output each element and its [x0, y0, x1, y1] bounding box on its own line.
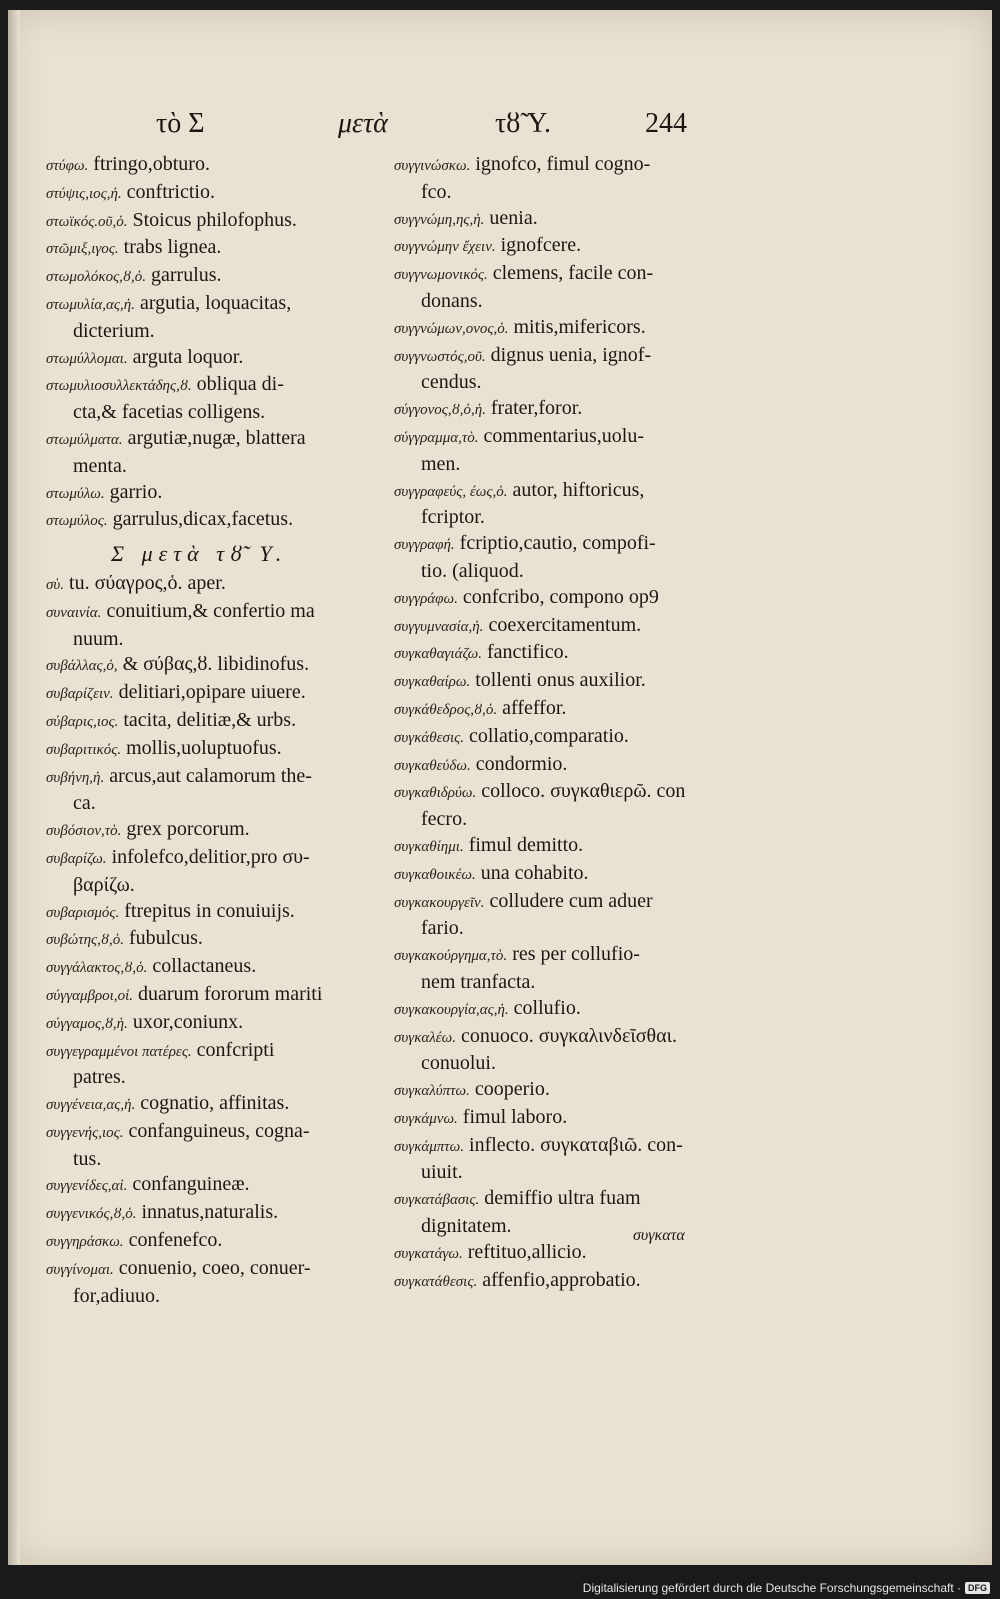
entry-continuation [46, 400, 386, 426]
entry-continuation [394, 370, 724, 396]
greek-headword: συγγενίδες,αἱ. [46, 1178, 128, 1195]
greek-headword: συγγράφω. [394, 590, 458, 607]
latin-definition: mollis,uoluptuofus. [126, 736, 282, 759]
latin-definition: collufio. [513, 996, 581, 1019]
greek-headword: στωμύλω. [46, 485, 105, 502]
latin-definition: garrulus,dicax,facetus. [112, 508, 294, 531]
dictionary-entry [46, 235, 386, 263]
dictionary-entry [394, 315, 724, 343]
dictionary-entry [394, 478, 724, 506]
entry-continuation [394, 452, 724, 478]
dictionary-entry [46, 954, 386, 982]
latin-definition: fimul demitto. [468, 833, 584, 856]
page-spine [8, 10, 20, 1565]
latin-definition: confanguineæ. [132, 1173, 250, 1196]
dictionary-entry [46, 708, 386, 736]
dictionary-entry [46, 372, 386, 400]
greek-headword: συγγίνομαι. [46, 1261, 114, 1278]
greek-headword: συγκάθεσις. [394, 729, 464, 746]
entry-continuation [46, 791, 386, 817]
dictionary-entry [394, 396, 724, 424]
dictionary-entry [394, 861, 724, 889]
latin-definition: frater,foror. [490, 397, 583, 420]
greek-headword: συγκακούργημα,τὸ. [394, 948, 508, 965]
latin-definition: demiffio ultra fuam [484, 1187, 641, 1210]
dictionary-entry [46, 152, 386, 180]
latin-definition: cooperio. [474, 1078, 550, 1101]
greek-headword: συγγένεια,ας,ἡ. [46, 1097, 136, 1114]
latin-definition: conuenio, coeo, conuer- [118, 1256, 311, 1279]
greek-headword: στωμυλιοσυλλεκτάδης,ȣ. [46, 378, 192, 395]
latin-definition: conuolui. [421, 1052, 496, 1075]
entry-continuation [46, 873, 386, 899]
greek-headword: συβώτης,ȣ,ὁ. [46, 932, 124, 949]
greek-headword: συγκαλύπτω. [394, 1083, 470, 1100]
greek-headword: συγγινώσκω. [394, 158, 471, 174]
dictionary-entry [394, 889, 724, 917]
page-number: 244 [645, 108, 687, 139]
dictionary-entry [46, 507, 386, 535]
latin-definition: for,adiuuo. [73, 1284, 160, 1307]
latin-definition: fcriptio,cautio, compofi- [459, 532, 656, 555]
dictionary-entry [46, 480, 386, 508]
header-left: τὸ Σ [156, 108, 205, 139]
latin-definition: βαρίζω. [73, 873, 135, 896]
greek-headword: συβαρίζω. [46, 850, 107, 867]
greek-headword: συγγηράσκω. [46, 1234, 124, 1251]
dictionary-entry [46, 208, 386, 236]
latin-definition: affenfio,approbatio. [482, 1268, 641, 1291]
latin-definition: fco. [421, 180, 452, 203]
entry-continuation [394, 1051, 724, 1077]
dictionary-entry [394, 1077, 724, 1105]
greek-headword: συγγεγραμμένοι πατέρες. [46, 1043, 192, 1060]
dictionary-entry [46, 426, 386, 454]
latin-definition: fecro. [421, 808, 468, 831]
latin-definition: duarum fororum mariti [138, 982, 323, 1005]
greek-headword: συγγνωμονικός. [394, 267, 488, 284]
greek-headword: συγκάμπτω. [394, 1138, 465, 1155]
greek-headword: σὺ. [46, 576, 65, 593]
dictionary-entry [394, 752, 724, 780]
entry-continuation [394, 505, 724, 531]
latin-definition: una cohabito. [480, 861, 589, 884]
greek-headword: συγκατάγω. [394, 1245, 463, 1262]
dictionary-entry [46, 1010, 386, 1038]
dictionary-entry [394, 696, 724, 724]
dictionary-entry [46, 1091, 386, 1119]
greek-headword: στωμύλλομαι. [46, 350, 128, 367]
dictionary-entry [394, 585, 724, 613]
greek-headword: στωμυλία,ας,ἡ. [46, 296, 135, 313]
latin-definition: ca. [73, 792, 96, 815]
latin-definition: argutia, loquacitas, [139, 291, 292, 314]
greek-headword: στωϊκός.οῦ,ὁ. [46, 213, 128, 230]
greek-headword: συγγενής,ιος. [46, 1124, 124, 1141]
footer-credit: Digitalisierung gefördert durch die Deutsche Forschungsgemeinschaft · [582, 1581, 961, 1595]
latin-definition: trabs lignea. [123, 236, 222, 259]
section-heading [46, 541, 386, 567]
latin-definition: cta,& facetias colligens. [73, 401, 266, 424]
dictionary-entry [46, 180, 386, 208]
greek-headword: στωμύλος. [46, 513, 108, 530]
entry-continuation [46, 627, 386, 653]
latin-definition: ftrepitus in conuiuijs. [124, 899, 295, 922]
latin-definition: delitiari,opipare uiuere. [118, 681, 306, 704]
dictionary-entry [394, 613, 724, 641]
section-heading-text: Σ μετὰ τȣ̃ Υ. [111, 541, 288, 567]
dictionary-entry [46, 817, 386, 845]
dictionary-entry [46, 1200, 386, 1228]
greek-headword: σύγγραμμα,τὸ. [394, 429, 479, 446]
latin-definition: & σύβας,ȣ. libidinofus. [122, 653, 310, 676]
dictionary-entry [46, 291, 386, 319]
latin-definition: innatus,naturalis. [141, 1201, 279, 1224]
dictionary-entry [394, 640, 724, 668]
latin-definition: arguta loquor. [132, 345, 244, 368]
greek-headword: συβόσιον,τὸ. [46, 823, 122, 840]
latin-definition: conuoco. συγκαλινδεῖσθαι. [461, 1024, 677, 1047]
latin-definition: colludere cum aduer [489, 889, 653, 912]
entry-continuation [394, 180, 724, 206]
dictionary-entry [46, 764, 386, 792]
latin-definition: uxor,coniunx. [132, 1010, 244, 1033]
latin-definition: conftrictio. [126, 180, 215, 203]
greek-headword: συγγυμνασία,ἡ. [394, 618, 484, 635]
greek-headword: συγκαθίημι. [394, 838, 464, 855]
greek-headword: συγκατάβασις. [394, 1192, 480, 1209]
greek-headword: συβαρισμός. [46, 904, 120, 921]
dictionary-entry [394, 531, 724, 559]
latin-definition: nem tranfacta. [421, 970, 536, 993]
greek-headword: συγκαθεύδω. [394, 757, 471, 774]
greek-headword: στύψις,ιος,ἡ. [46, 185, 122, 202]
latin-definition: affeffor. [502, 696, 567, 719]
latin-definition: confcribo, compono op9 [462, 585, 659, 608]
header-middle: μετὰ [338, 108, 388, 139]
latin-definition: patres. [73, 1066, 126, 1089]
dictionary-entry [394, 996, 724, 1024]
dictionary-entry [46, 1228, 386, 1256]
greek-headword: συβήνη,ἡ. [46, 769, 105, 786]
dictionary-entry [46, 652, 386, 680]
greek-headword: συγγραφεύς, έως,ὁ. [394, 483, 508, 500]
latin-definition: tu. σύαγρος,ὁ. aper. [69, 571, 226, 594]
entry-continuation [46, 319, 386, 345]
latin-definition: clemens, facile con- [492, 262, 654, 285]
dictionary-entry [46, 345, 386, 373]
dictionary-entry [46, 899, 386, 927]
dictionary-entry [394, 343, 724, 371]
latin-definition: menta. [73, 454, 127, 477]
footer [583, 1581, 990, 1595]
latin-definition: coexercitamentum. [488, 613, 642, 636]
dictionary-entry [394, 152, 724, 180]
entry-continuation [46, 1147, 386, 1173]
latin-definition: cendus. [421, 371, 482, 394]
greek-headword: συγκαθαίρω. [394, 674, 471, 691]
dictionary-entry [46, 1119, 386, 1147]
latin-definition: ftringo,obturo. [93, 153, 210, 175]
dictionary-entry [46, 599, 386, 627]
dictionary-entry [46, 982, 386, 1010]
latin-definition: men. [421, 452, 461, 475]
latin-definition: fimul laboro. [462, 1105, 568, 1128]
running-header [8, 108, 992, 148]
dictionary-entry [46, 263, 386, 291]
greek-headword: σύγγονος,ȣ,ὁ,ἡ. [394, 402, 486, 419]
latin-definition: fubulcus. [128, 927, 203, 950]
greek-headword: στωμύλματα. [46, 431, 123, 448]
latin-definition: dignitatem. [421, 1215, 512, 1238]
greek-headword: συγκαθιδρύω. [394, 785, 477, 802]
entry-continuation [394, 289, 724, 315]
entry-continuation [394, 559, 724, 585]
dictionary-entry [46, 736, 386, 764]
greek-headword: συγκαθοικέω. [394, 866, 476, 883]
latin-definition: colloco. συγκαθιερῶ. con [481, 780, 686, 803]
latin-definition: dignus uenia, ignof- [490, 343, 652, 366]
dictionary-entry [394, 206, 724, 234]
right-column [394, 152, 724, 1295]
greek-headword: συγκατάθεσις. [394, 1273, 478, 1290]
latin-definition: tollenti onus auxilior. [475, 669, 646, 692]
latin-definition: infolefco,delitior,pro συ- [111, 845, 310, 868]
dictionary-entry [394, 724, 724, 752]
dictionary-entry [46, 1172, 386, 1200]
latin-definition: garrulus. [151, 264, 222, 287]
dictionary-entry [394, 261, 724, 289]
greek-headword: συγγραφή. [394, 537, 455, 554]
dictionary-entry [394, 942, 724, 970]
dictionary-entry [394, 1186, 724, 1214]
dictionary-entry [394, 424, 724, 452]
greek-headword: συγκαθαγιάζω. [394, 646, 483, 663]
entry-continuation [394, 807, 724, 833]
latin-definition: confcripti [196, 1038, 275, 1061]
left-column [46, 152, 386, 1309]
latin-definition: confanguineus, cogna- [128, 1119, 310, 1142]
dictionary-entry [46, 845, 386, 873]
latin-definition: arcus,aut calamorum the- [109, 764, 312, 787]
greek-headword: συγκαλέω. [394, 1029, 457, 1046]
latin-definition: condormio. [475, 752, 568, 775]
latin-definition: fcriptor. [421, 506, 485, 529]
greek-headword: στύφω. [46, 158, 89, 174]
greek-headword: συγκάθεδρος,ȣ,ὁ. [394, 701, 498, 718]
latin-definition: uiuit. [421, 1161, 463, 1184]
latin-definition: confenefco. [128, 1229, 223, 1252]
dictionary-entry [394, 833, 724, 861]
greek-headword: συγκακουργεῖν. [394, 894, 485, 911]
dictionary-entry [394, 1105, 724, 1133]
dictionary-entry [394, 1268, 724, 1296]
header-right: τȣ̃ Υ. [495, 108, 551, 139]
latin-definition: mitis,mifericors. [513, 315, 646, 338]
greek-headword: συγκάμνω. [394, 1110, 458, 1127]
entry-continuation [46, 1065, 386, 1091]
latin-definition: fario. [421, 917, 464, 940]
latin-definition: autor, hiftoricus, [512, 478, 645, 501]
greek-headword: συγγνώμη,ης,ἡ. [394, 211, 485, 228]
latin-definition: res per collufio- [512, 943, 640, 966]
latin-definition: inflecto. συγκαταβιῶ. con- [469, 1133, 683, 1156]
entry-continuation [394, 1160, 724, 1186]
greek-headword: συγγάλακτος,ȣ,ὁ. [46, 960, 148, 977]
greek-headword: συβάλλας,ὁ, [46, 658, 118, 675]
greek-headword: συβαρίζειν. [46, 686, 114, 703]
latin-definition: tio. (aliquod. [421, 559, 524, 582]
latin-definition: Stoicus philofophus. [132, 208, 297, 231]
dictionary-entry [46, 680, 386, 708]
latin-definition: conuitium,& confertio ma [106, 599, 315, 622]
greek-headword: συγγνωστός,οῦ. [394, 348, 486, 365]
entry-continuation [46, 1284, 386, 1310]
dictionary-entry [46, 1256, 386, 1284]
dictionary-entry [394, 1024, 724, 1052]
latin-definition: ignofcere. [500, 234, 582, 257]
greek-headword: σύγγαμβροι,οἱ. [46, 987, 134, 1004]
entry-continuation [394, 970, 724, 996]
latin-definition: garrio. [109, 480, 163, 503]
latin-definition: tacita, delitiæ,& urbs. [123, 708, 297, 731]
latin-definition: cognatio, affinitas. [140, 1092, 290, 1115]
entry-continuation [394, 916, 724, 942]
latin-definition: argutiæ,nugæ, blattera [127, 426, 306, 449]
greek-headword: συγγνώμην ἔχειν. [394, 239, 496, 256]
latin-definition: commentarius,uolu- [483, 424, 645, 447]
greek-headword: σύγγαμος,ȣ,ἡ. [46, 1015, 128, 1032]
catchword: συγκατα [633, 1227, 685, 1244]
greek-headword: στῶμιξ,ιγος. [46, 241, 119, 258]
dfg-logo: DFG [965, 1582, 990, 1594]
dictionary-entry [46, 571, 386, 599]
dictionary-entry [394, 1133, 724, 1161]
greek-headword: συβαριτικός. [46, 741, 122, 758]
latin-definition: dicterium. [73, 319, 155, 342]
dictionary-entry [394, 779, 724, 807]
greek-headword: συγγνώμων,ονος,ὁ. [394, 320, 509, 337]
latin-definition: grex porcorum. [126, 818, 250, 841]
latin-definition: donans. [421, 289, 483, 312]
dictionary-entry [394, 668, 724, 696]
greek-headword: στωμολόκος,ȣ,ὁ. [46, 269, 147, 286]
latin-definition: obliqua di- [196, 373, 284, 396]
latin-definition: ignofco, fimul cogno- [475, 153, 651, 175]
latin-definition: nuum. [73, 627, 124, 650]
latin-definition: fanctifico. [487, 641, 569, 664]
latin-definition: reftituo,allicio. [467, 1240, 587, 1263]
entry-continuation [46, 454, 386, 480]
latin-definition: tus. [73, 1147, 102, 1170]
book-page [8, 10, 992, 1565]
dictionary-entry [46, 926, 386, 954]
dictionary-entry [394, 233, 724, 261]
greek-headword: συναινία. [46, 604, 102, 621]
latin-definition: collatio,comparatio. [468, 724, 629, 747]
greek-headword: συγκακουργία,ας,ἡ. [394, 1001, 509, 1018]
latin-definition: uenia. [489, 206, 538, 229]
greek-headword: συγγενικός,ȣ,ὁ. [46, 1206, 137, 1223]
latin-definition: collactaneus. [152, 955, 257, 978]
greek-headword: σύβαρις,ιος. [46, 713, 119, 730]
dictionary-entry [46, 1038, 386, 1066]
